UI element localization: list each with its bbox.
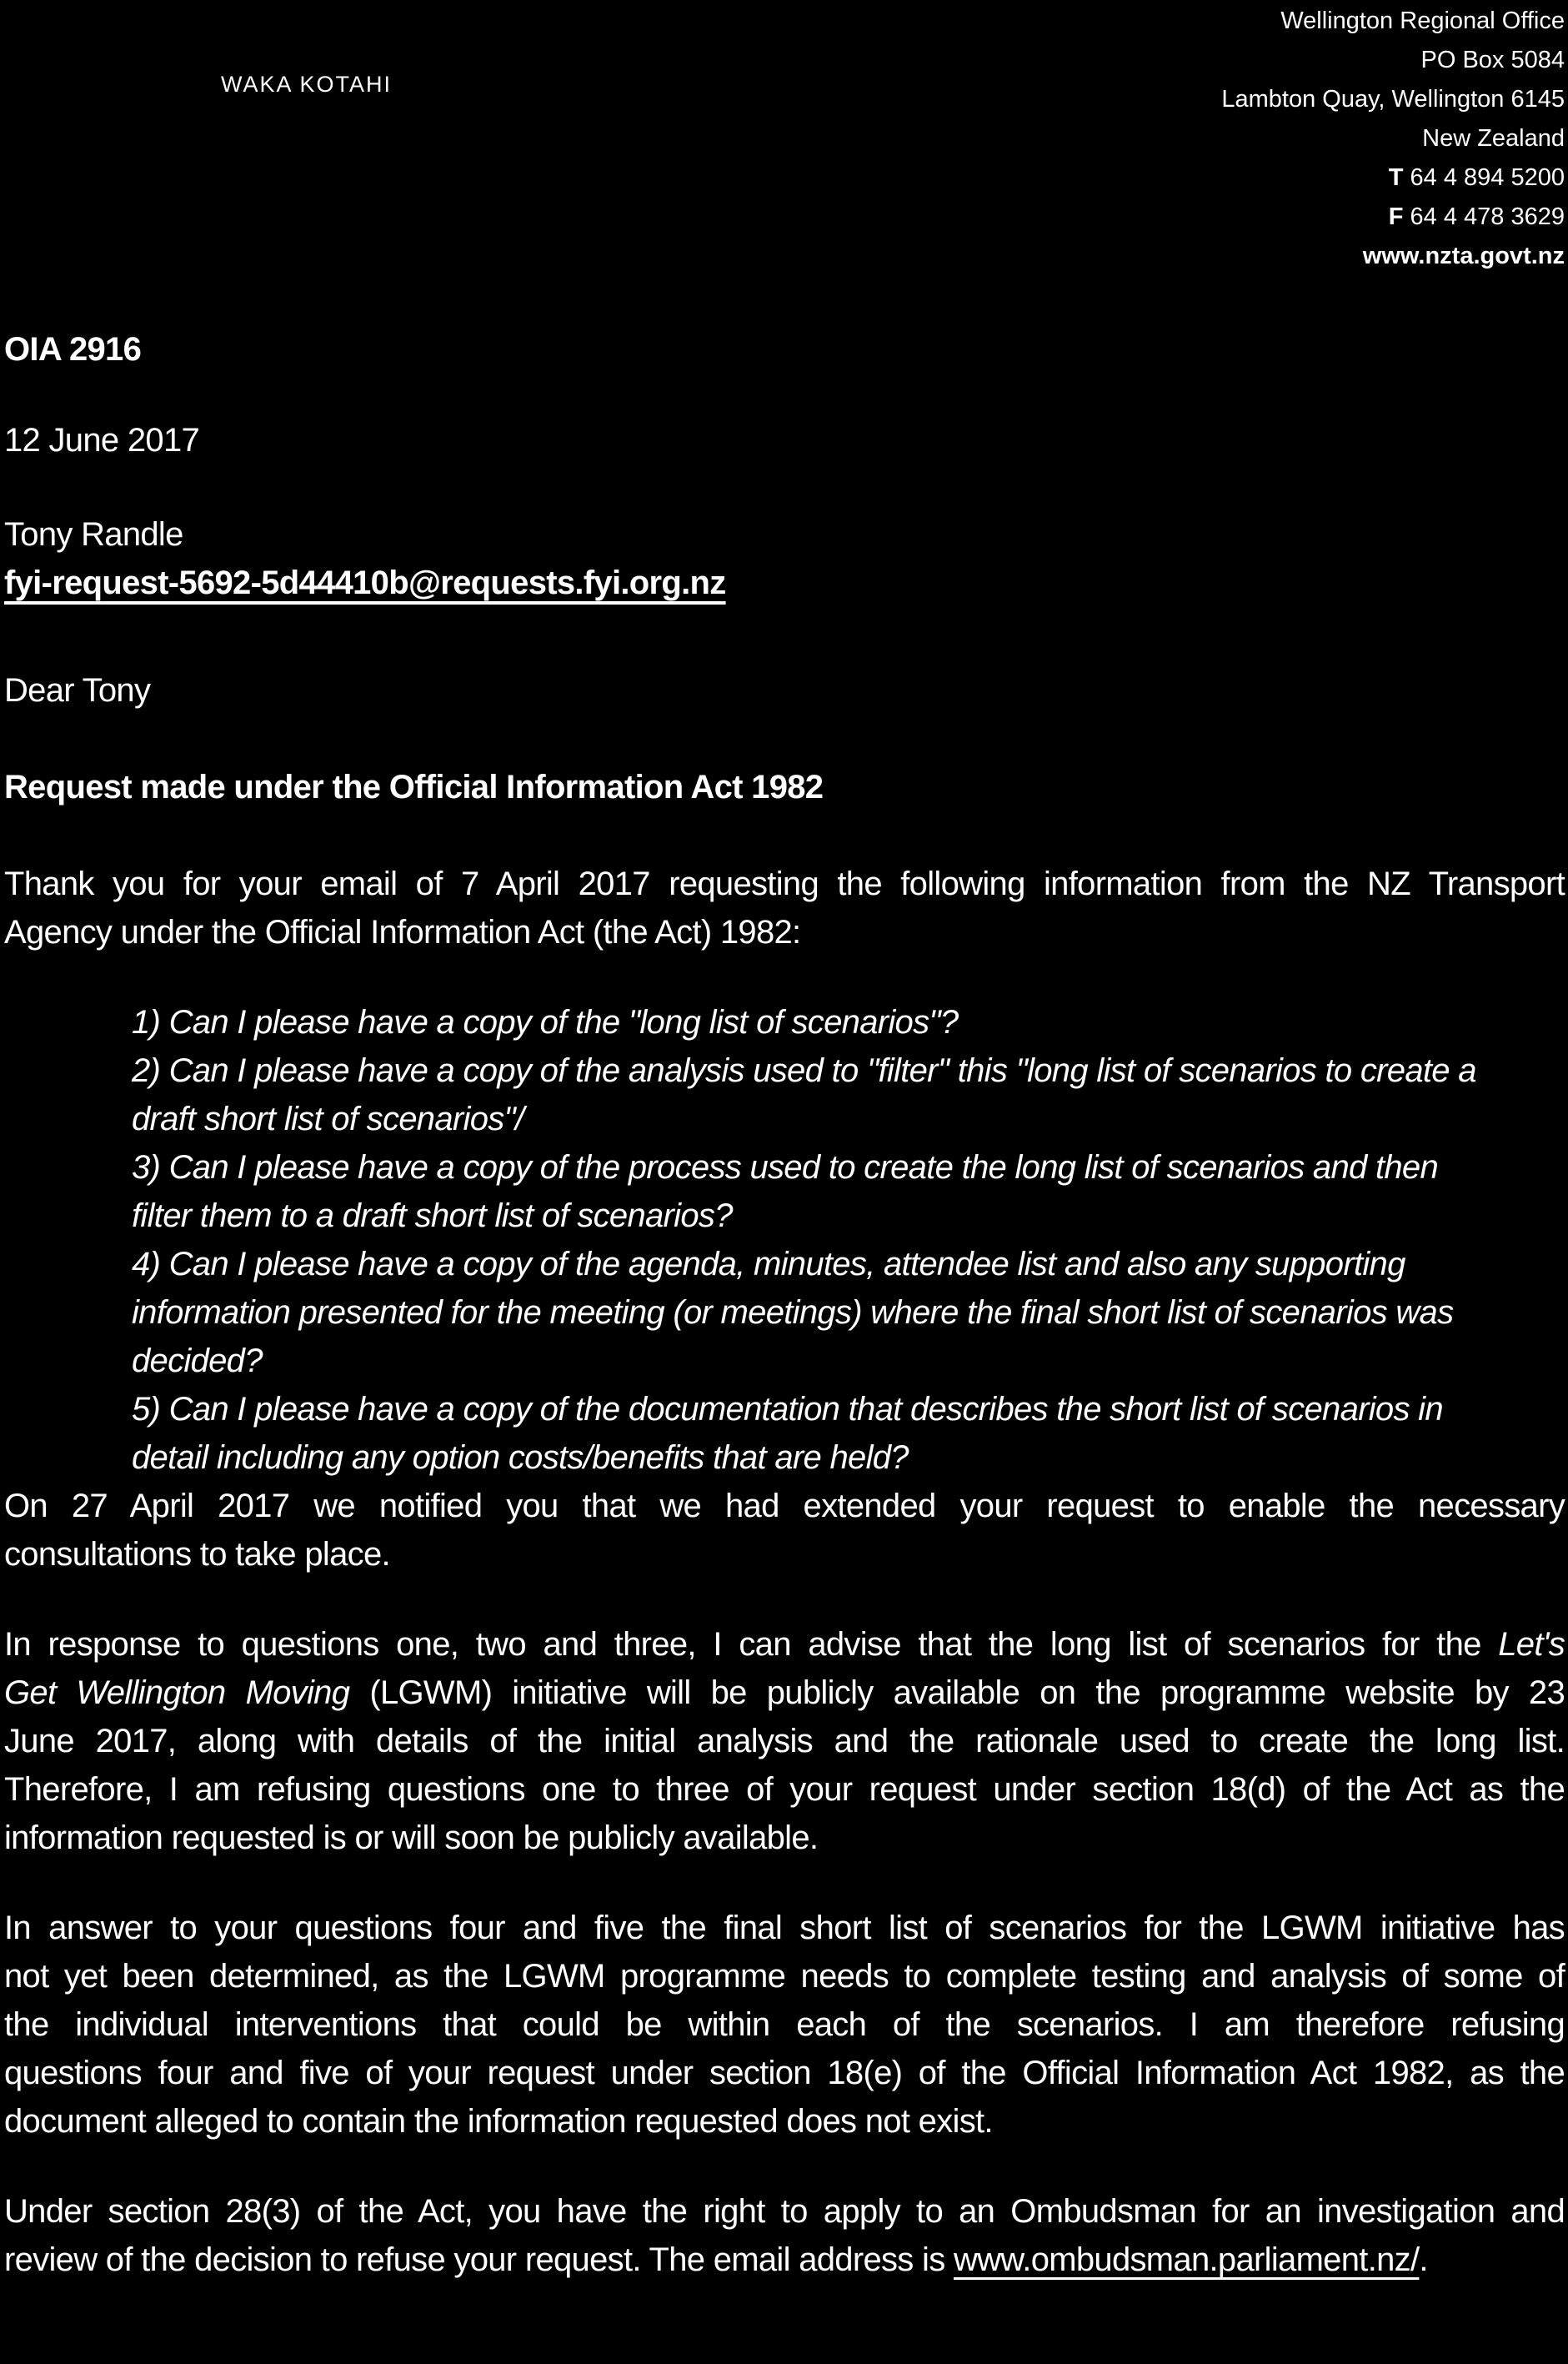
text-segment: Thank you for your email of 7 April 2017 requesting the following information from the NZ Transport [4, 866, 1565, 902]
text-segment: 5) Can I please have a copy of the documentation that describes the short list of scenarios in [132, 1391, 1443, 1428]
question-2 [132, 1046, 1565, 1143]
salutation: Dear Tony [4, 672, 151, 709]
letterhead-address-block [1221, 2, 1565, 276]
text-line [4, 908, 1565, 956]
recipient-name: Tony Randle [4, 516, 183, 553]
text-segment: 2) Can I please have a copy of the analysis used to "filter" this "long list of scenarios to create a [132, 1052, 1476, 1089]
fax-number: 64 4 478 3629 [1410, 203, 1565, 230]
intro-paragraphs [4, 860, 1565, 956]
text-segment: consultations to take place. [4, 1536, 390, 1573]
text-line [4, 2000, 1565, 2049]
address-fax [1221, 198, 1565, 237]
text-segment: filter them to a draft short list of scenarios? [132, 1197, 733, 1234]
question-3 [132, 1143, 1565, 1240]
text-segment: Under section 28(3) of the Act, you have the right to apply to an Ombudsman for an investigation and [4, 2193, 1565, 2230]
text-segment: detail including any option costs/benefits that are held? [132, 1439, 909, 1476]
text-segment: Therefore, I am refusing questions one to three of your request under section 18(d) of the Act as the [4, 1771, 1565, 1808]
text-line [132, 1192, 1565, 1240]
request-quote-block [4, 998, 1565, 1482]
text-line [132, 1143, 1565, 1192]
text-segment: 4) Can I please have a copy of the agenda, minutes, attendee list and also any supporting [132, 1246, 1405, 1282]
text-line [4, 1482, 1565, 1530]
text-segment: Let's [1498, 1626, 1565, 1663]
text-line [4, 1530, 1565, 1579]
text-line [132, 1046, 1565, 1095]
question-5 [132, 1385, 1565, 1482]
text-line [132, 1288, 1565, 1337]
para-response-questions-four-and-five [4, 1904, 1565, 2146]
text-line [4, 1904, 1565, 1952]
text-segment: Agency under the Official Information Act (the Act) 1982: [4, 914, 801, 951]
text-segment: not yet been determined, as the LGWM programme needs to complete testing and analysis of some of [4, 1958, 1565, 1995]
text-line [4, 860, 1565, 908]
letter-body [4, 325, 1565, 2284]
text-line [132, 1337, 1565, 1385]
text-segment: In response to questions one, two and three, I can advise that the long list of scenarios for the [4, 1626, 1499, 1663]
text-line [4, 1952, 1565, 2000]
text-line [132, 1385, 1565, 1433]
para-extension [4, 1482, 1565, 1579]
text-line [132, 998, 1565, 1046]
text-segment: . [1419, 2241, 1428, 2278]
para-thank-you [4, 860, 1565, 956]
text-line [4, 2236, 1565, 2284]
letter-date: 12 June 2017 [4, 422, 200, 459]
text-line [4, 2187, 1565, 2236]
text-line [4, 2049, 1565, 2097]
subject-heading: Request made under the Official Information Act 1982 [4, 769, 824, 806]
text-segment: questions four and five of your request under section 18(e) of the Official Information Act 1982, as the [4, 2055, 1565, 2091]
ombudsman-link[interactable]: www.ombudsman.parliament.nz/ [953, 2241, 1420, 2278]
text-segment: draft short list of scenarios"/ [132, 1101, 524, 1137]
text-line [4, 1620, 1565, 1669]
text-segment: information presented for the meeting (or meetings) where the final short list of scenarios was [132, 1294, 1454, 1331]
para-ombudsman-rights [4, 2187, 1565, 2284]
recipient-block [4, 510, 1565, 607]
para-response-questions-one-to-three [4, 1620, 1565, 1862]
nzta-logo-text: WAKA KOTAHI [221, 72, 393, 97]
address-office: Wellington Regional Office [1280, 8, 1565, 34]
question-1 [132, 998, 1565, 1046]
text-segment: (LGWM) initiative will be publicly available on the programme website by 23 [349, 1674, 1565, 1711]
text-segment: 1) Can I please have a copy of the "long list of scenarios"? [132, 1004, 959, 1041]
reference-number: OIA 2916 [4, 331, 142, 368]
address-website: www.nzta.govt.nz [1362, 243, 1565, 269]
text-line [4, 2097, 1565, 2146]
text-segment: June 2017, along with details of the initial analysis and the rationale used to create the long list. [4, 1723, 1565, 1759]
text-segment: information requested is or will soon be publicly available. [4, 1819, 819, 1856]
response-paragraphs [4, 1482, 1565, 2284]
text-line [4, 1717, 1565, 1765]
text-segment: the individual interventions that could be within each of the scenarios. I am therefore refusing [4, 2006, 1565, 2043]
fax-label: F [1388, 203, 1404, 230]
question-4 [132, 1240, 1565, 1385]
address-phone [1221, 158, 1565, 198]
text-segment: 3) Can I please have a copy of the process used to create the long list of scenarios and then [132, 1149, 1439, 1186]
address-street: Lambton Quay, Wellington 6145 [1221, 86, 1565, 113]
address-po-box: PO Box 5084 [1420, 47, 1565, 73]
text-segment: document alleged to contain the information requested does not exist. [4, 2103, 993, 2140]
text-segment: In answer to your questions four and five the final short list of scenarios for the LGWM initiative has [4, 1910, 1565, 1946]
text-line [4, 1765, 1565, 1814]
phone-number: 64 4 894 5200 [1410, 164, 1565, 191]
text-segment: Get Wellington Moving [4, 1674, 350, 1711]
recipient-email-link[interactable]: fyi-request-5692-5d44410b@requests.fyi.org.nz [4, 565, 726, 601]
text-line [4, 1669, 1565, 1717]
text-segment: review of the decision to refuse your request. The email address is [4, 2241, 954, 2278]
address-country: New Zealand [1422, 125, 1565, 152]
phone-label: T [1388, 164, 1404, 191]
text-line [132, 1095, 1565, 1143]
text-segment: On 27 April 2017 we notified you that we had extended your request to enable the necessary [4, 1488, 1565, 1524]
text-line [4, 1814, 1565, 1862]
text-segment: decided? [132, 1343, 263, 1379]
text-line [132, 1240, 1565, 1288]
text-line [132, 1433, 1565, 1482]
